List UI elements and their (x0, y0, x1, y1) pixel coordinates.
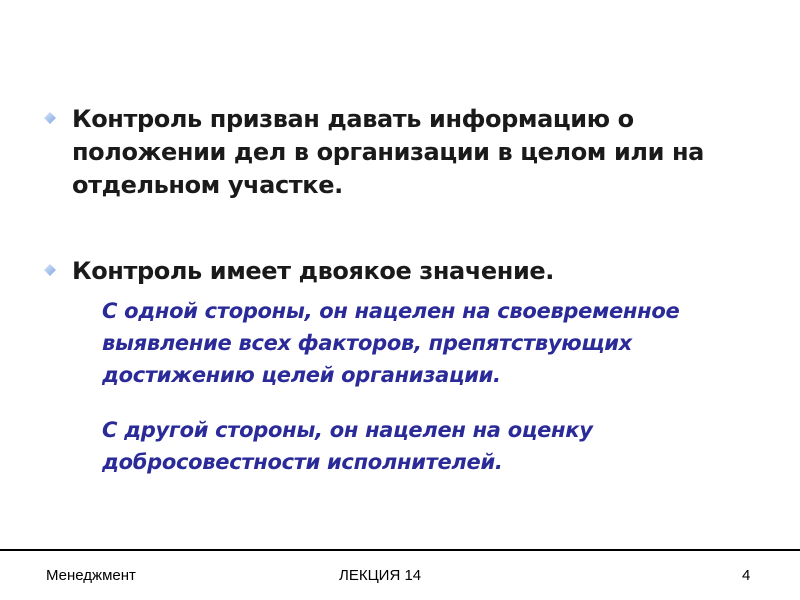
footer-course-title: Менеджмент (46, 567, 136, 584)
bullet-text-2: Контроль имеет двоякое значение. (72, 257, 554, 285)
footer-divider (0, 549, 800, 551)
footer-lecture-label: ЛЕКЦИЯ 14 (339, 567, 422, 584)
sub-point-2: С другой стороны, он нацелен на оценку добросовестности исполнителей. (102, 418, 593, 474)
diamond-bullet-icon (44, 112, 56, 124)
diamond-bullet-icon (44, 264, 56, 276)
bullet-text-1: Контроль призван давать информацию о положении дел в организации в целом или на отдельном участке. (72, 105, 704, 199)
sub-point-1: С одной стороны, он нацелен на своевременное выявление всех факторов, препятствующих достижению целей организации. (102, 299, 680, 387)
footer-page-number: 4 (742, 567, 751, 584)
